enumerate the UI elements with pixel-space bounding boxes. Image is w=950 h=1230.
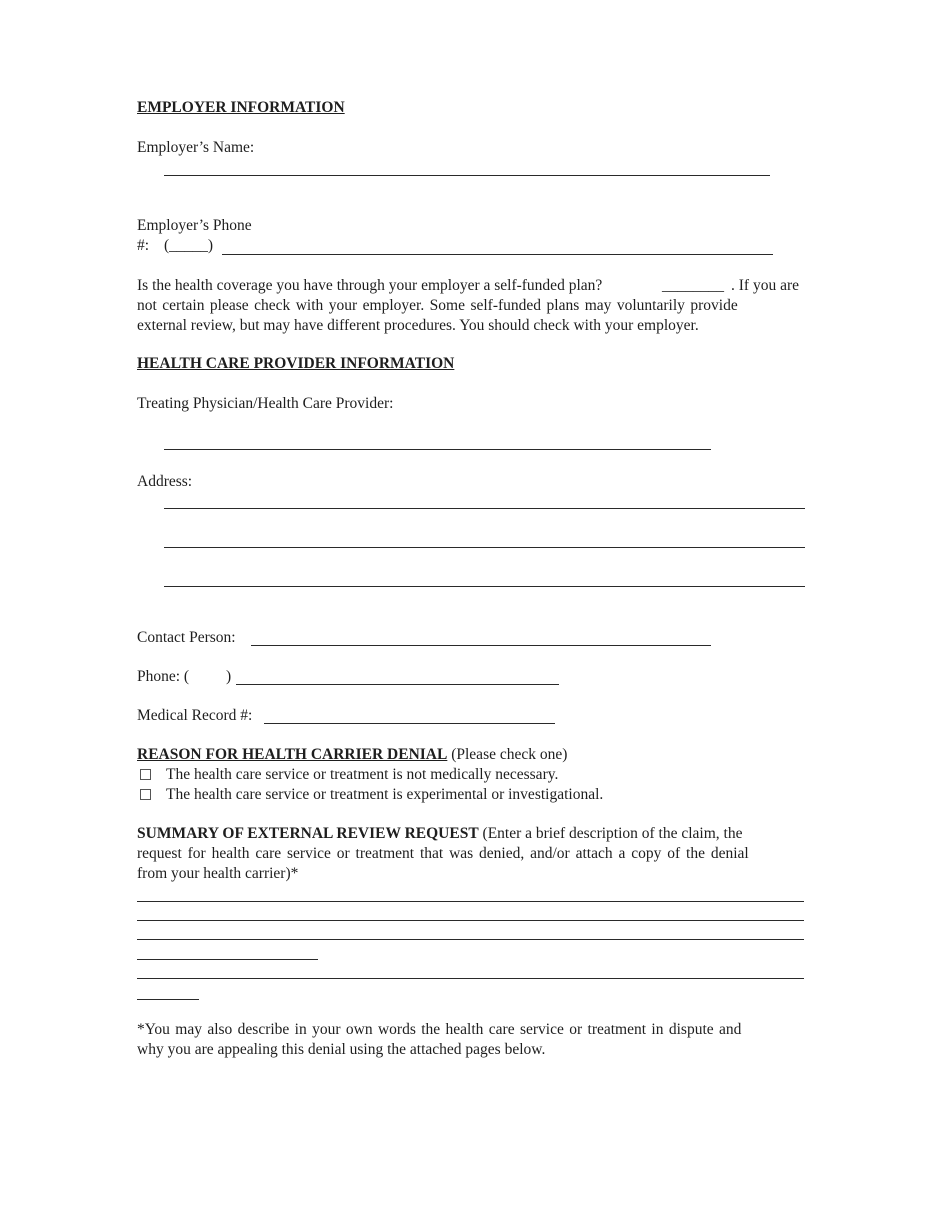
summary-instruction: (Enter a brief description of the claim, the xyxy=(482,825,743,842)
summary-field-5[interactable] xyxy=(137,978,804,979)
summary-line1 xyxy=(137,824,742,844)
denial-option-1-checkbox[interactable] xyxy=(140,769,151,780)
address-field-3[interactable] xyxy=(164,586,805,587)
denial-heading-row xyxy=(137,745,567,765)
self-funded-rest: . If you are xyxy=(731,277,799,294)
denial-option-2-checkbox[interactable] xyxy=(140,789,151,800)
provider-phone-field[interactable] xyxy=(236,684,559,685)
contact-person-label: Contact Person: xyxy=(137,629,236,646)
physician-field[interactable] xyxy=(164,449,711,450)
employer-phone-label: Employer’s Phone xyxy=(137,217,252,234)
denial-instruction: (Please check one) xyxy=(451,746,568,763)
footnote-line2: why you are appealing this denial using the attached pages below. xyxy=(137,1041,546,1058)
contact-person-field[interactable] xyxy=(251,645,711,646)
summary-field-6[interactable] xyxy=(137,999,199,1000)
employer-phone-hash: #: xyxy=(137,237,150,254)
denial-heading: REASON FOR HEALTH CARRIER DENIAL xyxy=(137,746,448,763)
address-label: Address: xyxy=(137,473,193,490)
provider-phone-close-paren: ) xyxy=(226,668,232,685)
denial-option-2-label: The health care service or treatment is experimental or investigational. xyxy=(166,786,604,803)
employer-heading: EMPLOYER INFORMATION xyxy=(137,99,345,116)
summary-heading: SUMMARY OF EXTERNAL REVIEW REQUEST xyxy=(137,825,479,842)
summary-field-2[interactable] xyxy=(137,920,804,921)
self-funded-answer[interactable]: ________ xyxy=(662,277,724,294)
medical-record-field[interactable] xyxy=(264,723,555,724)
self-funded-line2: not certain please check with your employer. Some self-funded plans may voluntarily provide xyxy=(137,297,738,314)
employer-phone-area-code[interactable]: (_____) xyxy=(164,237,214,254)
employer-name-label: Employer’s Name: xyxy=(137,139,255,156)
summary-field-1[interactable] xyxy=(137,901,804,902)
summary-line3: from your health carrier)* xyxy=(137,865,299,882)
self-funded-line3: external review, but may have different procedures. You should check with your employer. xyxy=(137,317,699,334)
summary-line2: request for health care service or treatment that was denied, and/or attach a copy of the denial xyxy=(137,845,749,862)
address-field-1[interactable] xyxy=(164,508,805,509)
provider-heading: HEALTH CARE PROVIDER INFORMATION xyxy=(137,355,455,372)
address-field-2[interactable] xyxy=(164,547,805,548)
denial-option-1-label: The health care service or treatment is not medically necessary. xyxy=(166,766,559,783)
employer-name-field[interactable] xyxy=(164,175,770,176)
summary-field-4[interactable] xyxy=(137,959,318,960)
provider-phone-label: Phone: ( xyxy=(137,668,190,685)
medical-record-label: Medical Record #: xyxy=(137,707,253,724)
self-funded-question: Is the health coverage you have through your employer a self-funded plan? xyxy=(137,277,603,294)
employer-phone-field[interactable] xyxy=(222,254,773,255)
summary-field-3[interactable] xyxy=(137,939,804,940)
footnote-line1: *You may also describe in your own words the health care service or treatment in dispute and xyxy=(137,1021,742,1038)
physician-label: Treating Physician/Health Care Provider: xyxy=(137,395,394,412)
